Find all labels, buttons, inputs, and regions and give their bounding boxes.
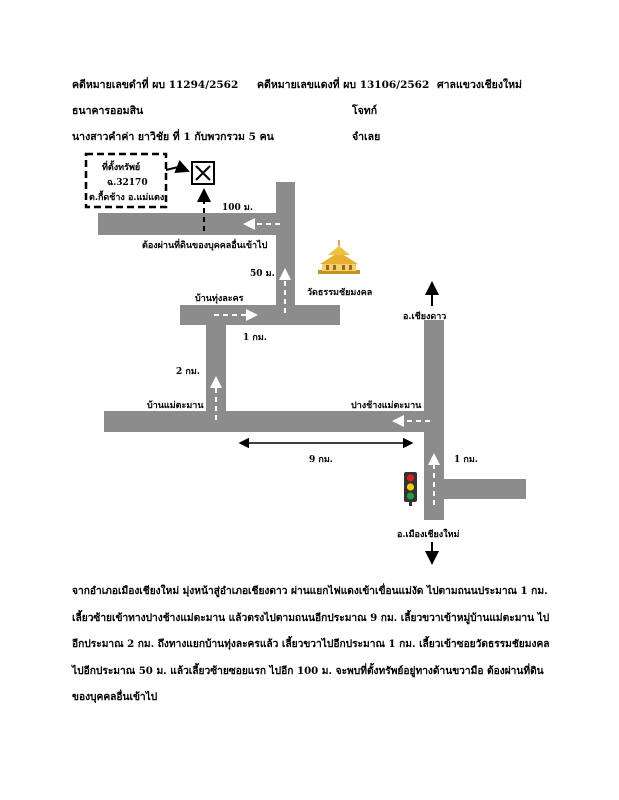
property-pointer-arrow (166, 167, 188, 171)
property-title-deed: ฉ.32170 (107, 178, 148, 188)
label-ban-thung-lakhon: บ้านทุ่งละคร (195, 294, 244, 304)
traffic-light-icon (404, 472, 417, 506)
label-9km: 9 กม. (309, 455, 333, 465)
directions-line: ของบุคคลอื่นเข้าไป (72, 691, 158, 703)
property-title: ที่ตั้งทรัพย์ (102, 163, 141, 173)
label-50m: 50 ม. (250, 269, 275, 279)
label-temple: วัดธรรมชัยมงคล (307, 288, 373, 298)
label-mueang-chiang-mai: อ.เมืองเชียงใหม่ (397, 530, 460, 540)
label-ban-mae-taman: บ้านแม่ตะมาน (147, 401, 204, 411)
case-black-number: คดีหมายเลขดำที่ ผบ 11294/2562 (72, 79, 239, 91)
property-location: ต.กื้ดช้าง อ.แม่แตง (89, 193, 165, 203)
x-mark-icon (192, 162, 214, 184)
directions-line: จากอำเภอเมืองเชียงใหม่ มุ่งหน้าสู่อำเภอเชียงดาว ผ่านแยกไฟแดงเข้าเขื่อนแม่งัด ไปตามถนนประมาณ 1 กม. (72, 585, 548, 597)
directions-line: อีกประมาณ 2 กม. ถึงทางแยกบ้านทุ่งละครแล้ว เลี้ยวขวาไปอีกประมาณ 1 กม. เลี้ยวเข้าซอยวัดธรรมชัยมงคล (72, 638, 550, 650)
label-1km-b: 1 กม. (454, 455, 478, 465)
directions-line: เลี้ยวซ้ายเข้าทางปางช้างแม่ตะมาน แล้วตรงไปตามถนนอีกประมาณ 9 กม. เลี้ยวขวาเข้าหมู่บ้านแม่ตะมาน ไป (72, 611, 550, 624)
label-pass-through-land: ต้องผ่านที่ดินของบุคคลอื่นเข้าไป (142, 241, 268, 251)
directions-paragraph (72, 578, 572, 711)
label-2km: 2 กม. (176, 367, 200, 377)
temple-icon (318, 240, 360, 274)
defendant-name: นางสาวคำค่า ยาวิชัย ที่ 1 กับพวกรวม 5 คน (72, 131, 274, 143)
label-pang-chang: ปางช้างแม่ตะมาน (351, 401, 422, 411)
plaintiff-name: ธนาคารออมสิน (72, 105, 144, 117)
case-red-number: คดีหมายเลขแดงที่ ผบ 13106/2562 (257, 79, 430, 91)
label-1km-a: 1 กม. (243, 333, 267, 343)
directions-line: ไปอีกประมาณ 50 ม. แล้วเลี้ยวซ้ายซอยแรก ไปอีก 100 ม. จะพบที่ตั้งทรัพย์อยู่ทางด้านขวามือ ต้องผ่านที่ดิน (72, 664, 544, 677)
plaintiff-role: โจทก์ (352, 105, 378, 117)
court-name: ศาลแขวงเชียงใหม่ (437, 79, 522, 91)
label-100m: 100 ม. (222, 203, 253, 213)
label-chiang-dao: อ.เชียงดาว (403, 312, 447, 322)
defendant-role: จำเลย (352, 131, 381, 143)
